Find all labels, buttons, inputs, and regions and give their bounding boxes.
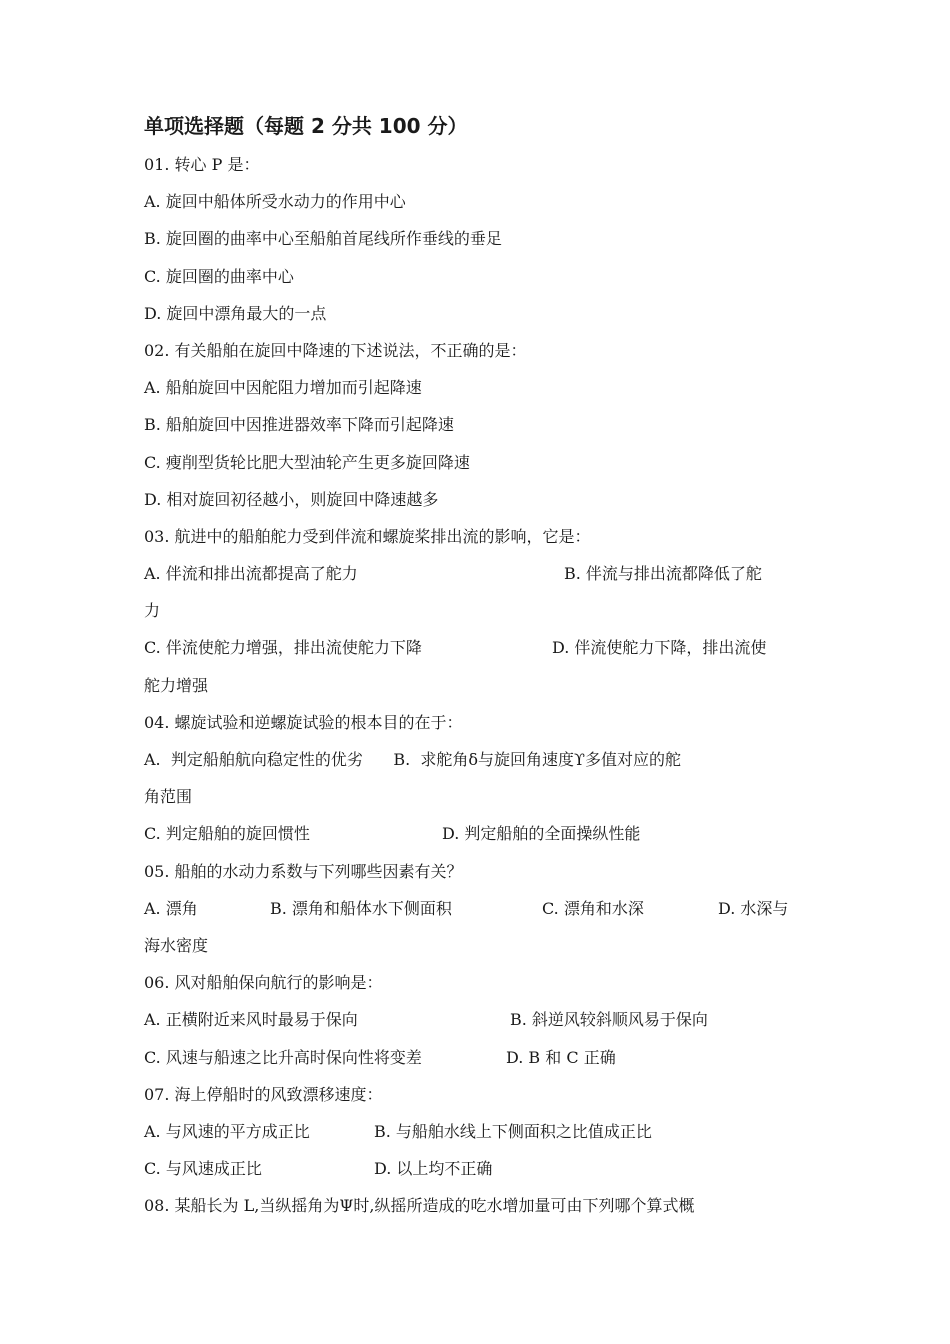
question-05-stem: 05. 船舶的水动力系数与下列哪些因素有关？ [144, 861, 463, 881]
question-02-stem: 02. 有关船舶在旋回中降速的下述说法，不正确的是： [144, 340, 527, 360]
question-02-option-c: C. 瘦削型货轮比肥大型油轮产生更多旋回降速 [144, 452, 470, 472]
question-01-option-c: C. 旋回圈的曲率中心 [144, 266, 294, 286]
question-07-options-row2 [144, 1150, 816, 1187]
question-01-option-a: A. 旋回中船体所受水动力的作用中心 [144, 192, 406, 212]
question-06-options-row1 [144, 1001, 816, 1038]
question-07-option-c: C. 与风速成正比 [144, 1159, 262, 1179]
question-04-option-d: D. 判定船舶的全面操纵性能 [442, 824, 641, 844]
question-06-option-c: C. 风速与船速之比升高时保向性将变差 [144, 1047, 422, 1067]
question-05-option-a: A. 漂角 [144, 898, 198, 918]
question-sheet [144, 108, 816, 1224]
question-02-option-d: D. 相对旋回初径越小，则旋回中降速越多 [144, 489, 439, 509]
question-03-option-c: C. 伴流使舵力增强，排出流使舵力下降 [144, 638, 422, 658]
question-06-options-row2 [144, 1039, 816, 1076]
question-06-option-b: B. 斜逆风较斜顺风易于保向 [510, 1010, 708, 1030]
question-07-options-row1 [144, 1113, 816, 1150]
question-01-option-b: B. 旋回圈的曲率中心至船舶首尾线所作垂线的垂足 [144, 229, 502, 249]
question-04-option-c: C. 判定船舶的旋回惯性 [144, 824, 310, 844]
question-04-options-row2 [144, 815, 816, 852]
question-04-option-b-wrap: 角范围 [144, 787, 193, 807]
question-07-option-a: A. 与风速的平方成正比 [144, 1121, 310, 1141]
question-03-option-d-wrap: 舵力增强 [144, 675, 209, 695]
question-02-option-b: B. 船舶旋回中因推进器效率下降而引起降速 [144, 415, 454, 435]
question-05-option-b: B. 漂角和船体水下侧面积 [270, 898, 452, 918]
question-03-option-b: B. 伴流与排出流都降低了舵 [564, 564, 762, 584]
question-05-option-d: D. 水深与 [718, 898, 789, 918]
question-03-option-a: A. 伴流和排出流都提高了舵力 [144, 564, 358, 584]
question-06-option-d: D. B 和 C 正确 [506, 1047, 616, 1067]
question-04-options-row1: A. 判定船舶航向稳定性的优劣 B. 求舵角δ与旋回角速度ϒ多值对应的舵 [144, 750, 681, 769]
question-01-option-d: D. 旋回中漂角最大的一点 [144, 303, 327, 323]
question-06-option-a: A. 正横附近来风时最易于保向 [144, 1010, 358, 1030]
question-07-stem: 07. 海上停船时的风致漂移速度： [144, 1084, 383, 1104]
question-07-option-d: D. 以上均不正确 [374, 1159, 493, 1179]
question-08-stem: 08. 某船长为 L,当纵摇角为Ψ时,纵摇所造成的吃水增加量可由下列哪个算式概 [144, 1196, 695, 1216]
question-06-stem: 06. 风对船舶保向航行的影响是： [144, 973, 383, 993]
question-05-option-d-wrap: 海水密度 [144, 935, 209, 955]
question-04-stem: 04. 螺旋试验和逆螺旋试验的根本目的在于： [144, 712, 463, 732]
question-07-option-b: B. 与船舶水线上下侧面积之比值成正比 [374, 1121, 652, 1141]
question-03-stem: 03. 航进中的船舶舵力受到伴流和螺旋桨排出流的影响，它是： [144, 526, 591, 546]
question-03-option-b-wrap: 力 [144, 601, 161, 621]
question-03-options-row2 [144, 629, 816, 666]
question-02-option-a: A. 船舶旋回中因舵阻力增加而引起降速 [144, 378, 422, 398]
section-title: 单项选择题（每题 2 分共 100 分） [144, 114, 468, 138]
question-01-stem: 01. 转心 P 是： [144, 155, 260, 174]
question-05-options-row [144, 890, 816, 927]
question-03-option-d: D. 伴流使舵力下降，排出流使 [552, 638, 767, 658]
question-05-option-c: C. 漂角和水深 [542, 898, 644, 918]
question-03-options-row1 [144, 555, 816, 592]
